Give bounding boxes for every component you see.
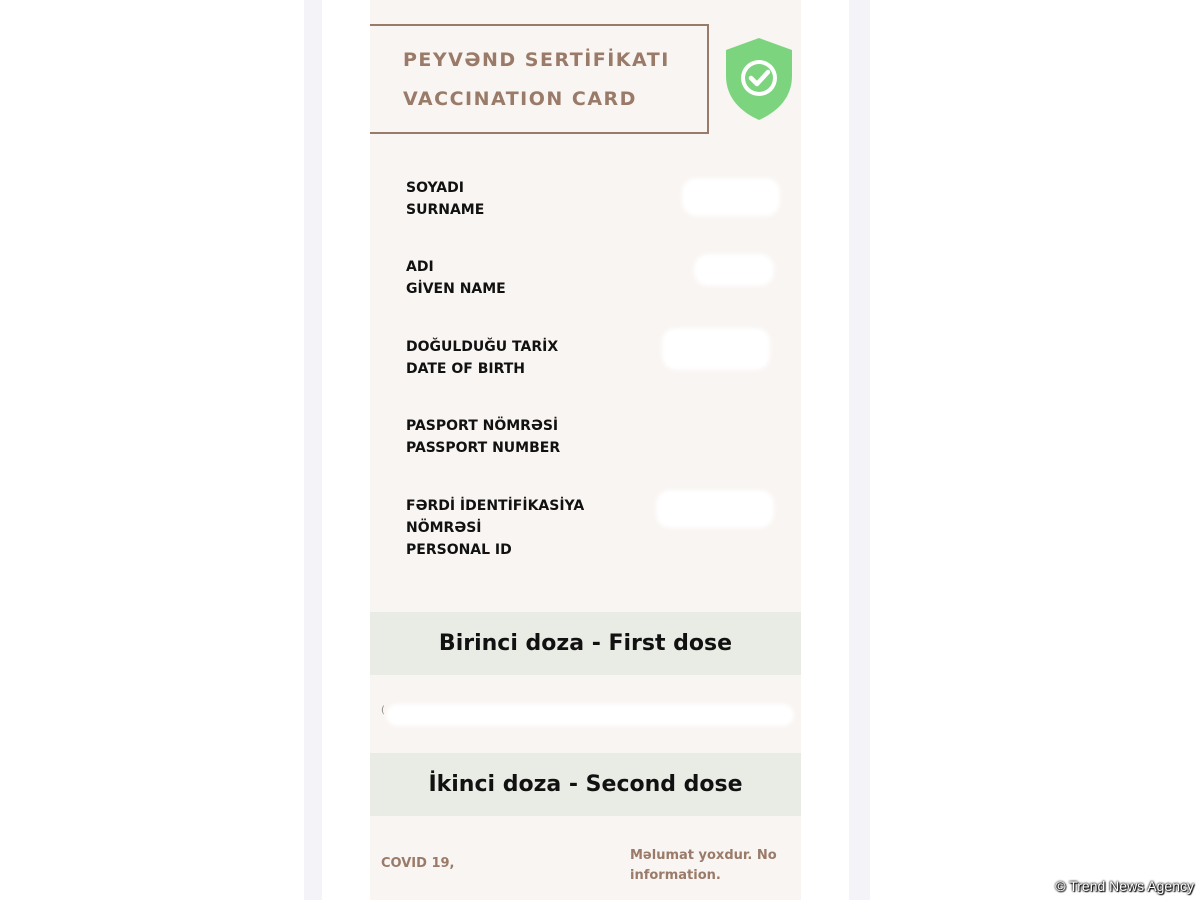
- field-personal-id-label-az-1: FƏRDİ İDENTİFİKASİYA: [406, 498, 585, 514]
- card-title-box: [370, 24, 709, 134]
- phone-edge-left: [304, 0, 322, 900]
- field-surname-label-az: SOYADI: [406, 180, 464, 196]
- field-given-name-label-en: GİVEN NAME: [406, 281, 506, 297]
- first-dose-detail-fragment: (: [381, 705, 385, 716]
- field-date-of-birth: [406, 336, 646, 380]
- field-surname: [406, 177, 646, 221]
- second-dose-status: Məlumat yoxdur. No information.: [630, 848, 777, 883]
- redacted-personal-id-value: [656, 490, 774, 528]
- field-personal-id: [406, 495, 646, 561]
- redacted-given-name-value: [694, 254, 774, 286]
- second-dose-vaccine: COVID 19,: [381, 856, 455, 871]
- field-passport-label-az: PASPORT NÖMRƏSİ: [406, 418, 559, 434]
- second-dose-header: [370, 753, 801, 816]
- card-title-en: VACCINATION CARD: [403, 88, 637, 110]
- field-personal-id-label-en: PERSONAL ID: [406, 542, 512, 558]
- field-given-name: [406, 256, 646, 300]
- field-given-name-label-az: ADI: [406, 259, 434, 275]
- shield-check-icon: [722, 36, 796, 122]
- redacted-first-dose-details: [386, 704, 794, 726]
- field-dob-label-az: DOĞULDUĞU TARİX: [406, 339, 559, 355]
- field-personal-id-label-az-2: NÖMRƏSİ: [406, 520, 482, 536]
- second-dose-title: İkinci doza - Second dose: [428, 772, 743, 797]
- watermark: © Trend News Agency: [1055, 878, 1194, 894]
- first-dose-title: Birinci doza - First dose: [438, 631, 733, 656]
- phone-edge-right: [849, 0, 870, 900]
- first-dose-header: [370, 612, 801, 675]
- field-passport-label-en: PASSPORT NUMBER: [406, 440, 561, 456]
- card-title-az: PEYVƏND SERTİFİKATI: [403, 49, 670, 71]
- field-surname-label-en: SURNAME: [406, 202, 485, 218]
- field-passport-number: [406, 415, 646, 459]
- redacted-dob-value: [662, 328, 770, 370]
- field-dob-label-en: DATE OF BIRTH: [406, 361, 525, 377]
- redacted-surname-value: [682, 178, 780, 216]
